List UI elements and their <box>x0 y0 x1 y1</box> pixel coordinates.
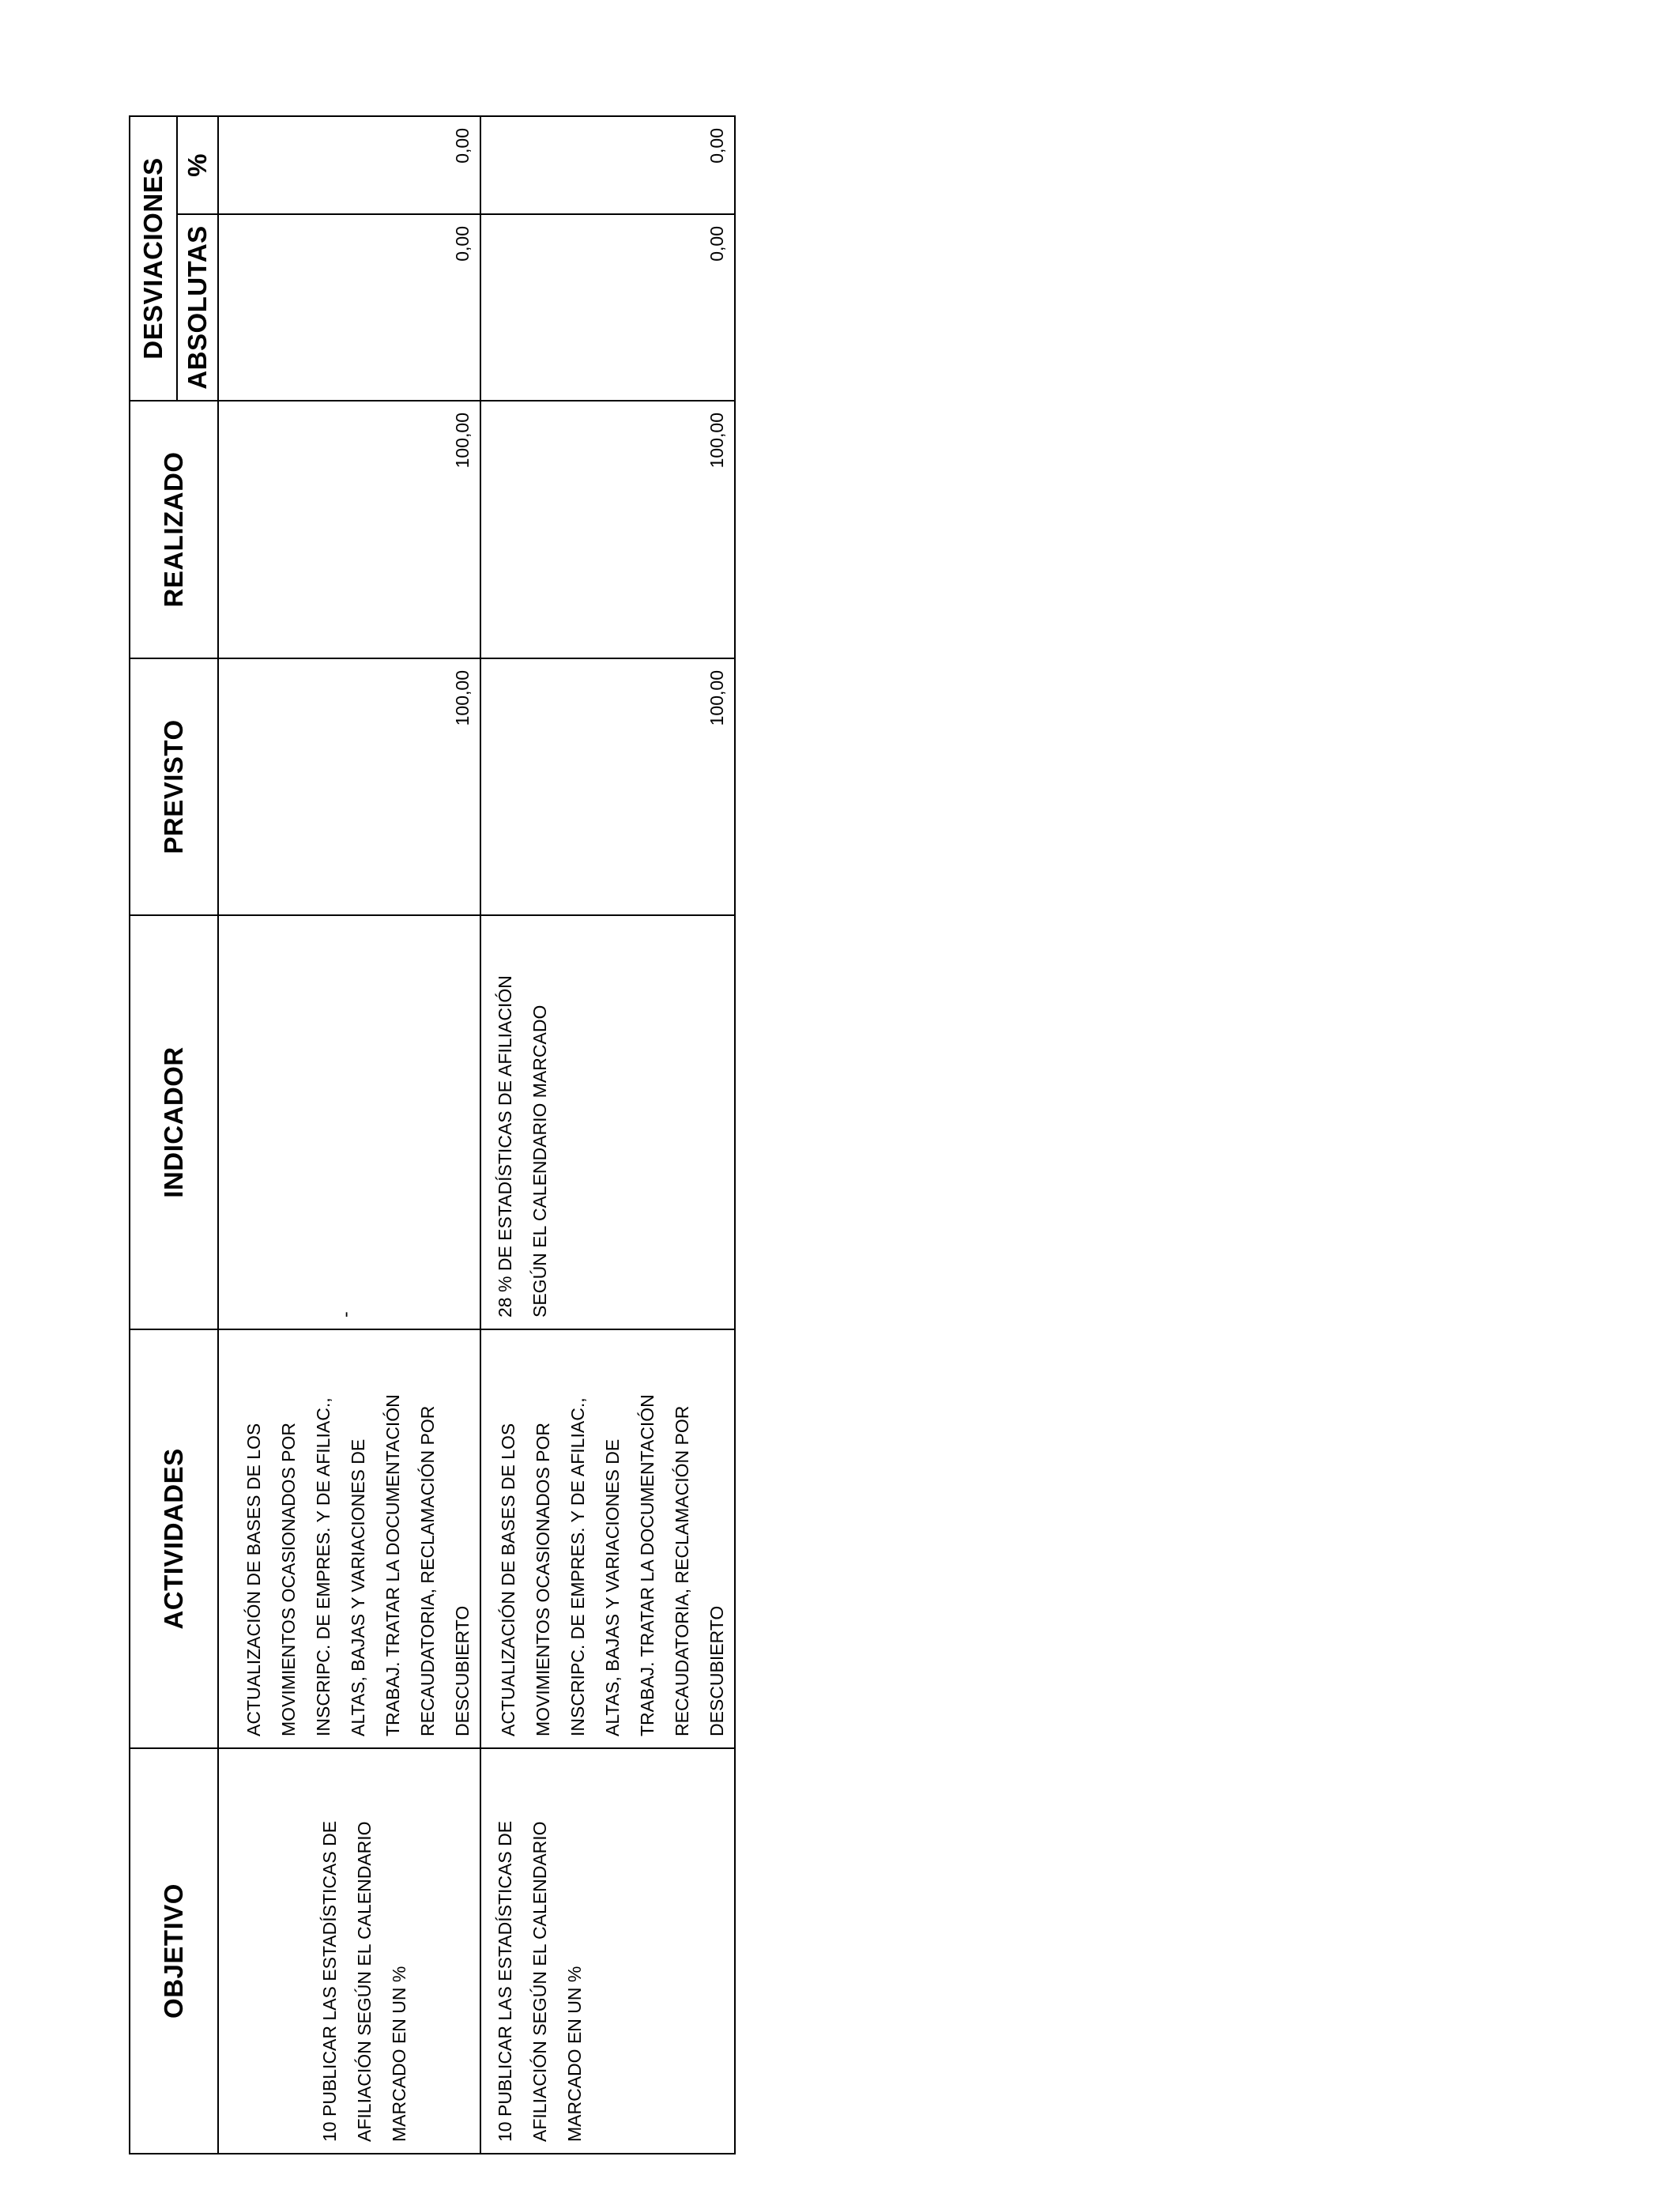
header-actividades: ACTIVIDADES <box>130 1329 218 1748</box>
actividades-line: ALTAS, BAJAS Y VARIACIONES DE <box>348 1438 368 1736</box>
actividades-line: INSCRIPC. DE EMPRES. Y DE AFILIAC., <box>313 1397 333 1736</box>
actividades-line: DESCUBIERTO <box>706 1605 727 1736</box>
indicador-cell <box>218 915 480 1329</box>
objetivo-cell <box>218 1748 480 2154</box>
objetivo-cell <box>480 1748 735 2154</box>
actividades-line: ALTAS, BAJAS Y VARIACIONES DE <box>602 1438 623 1736</box>
previsto-value: 100,00 <box>480 658 735 915</box>
header-indicador: INDICADOR <box>130 915 218 1329</box>
header-desviaciones: DESVIACIONES <box>130 116 177 401</box>
objectives-table <box>129 115 736 2154</box>
previsto-value: 100,00 <box>218 658 480 915</box>
actividades-line: DESCUBIERTO <box>452 1605 473 1736</box>
actividades-cell <box>480 1329 735 1748</box>
objetivo-line: 10 PUBLICAR LAS ESTADÍSTICAS DE <box>319 1820 340 2142</box>
actividades-line: RECAUDATORIA, RECLAMACIÓN POR <box>417 1405 438 1736</box>
header-objetivo: OBJETIVO <box>130 1748 218 2154</box>
indicador-line: - <box>335 1311 356 1318</box>
table-row <box>218 116 480 2154</box>
indicador-line: SEGÚN EL CALENDARIO MARCADO <box>529 1005 550 1318</box>
actividades-line: ACTUALIZACIÓN DE BASES DE LOS <box>498 1423 518 1736</box>
header-porcentaje: % <box>177 116 218 214</box>
actividades-line: TRABAJ. TRATAR LA DOCUMENTACIÓN <box>637 1394 657 1736</box>
objetivo-line: MARCADO EN UN % <box>564 1966 585 2142</box>
header-absolutas: ABSOLUTAS <box>177 214 218 401</box>
objetivo-line: AFILIACIÓN SEGÚN EL CALENDARIO <box>354 1821 375 2142</box>
indicador-line: 28 % DE ESTADÍSTICAS DE AFILIACIÓN <box>495 975 515 1318</box>
realizado-value: 100,00 <box>218 401 480 658</box>
table-row <box>480 116 735 2154</box>
objetivo-line: 10 PUBLICAR LAS ESTADÍSTICAS DE <box>495 1820 515 2142</box>
header-previsto: PREVISTO <box>130 658 218 915</box>
actividades-line: INSCRIPC. DE EMPRES. Y DE AFILIAC., <box>567 1397 588 1736</box>
actividades-line: MOVIMIENTOS OCASIONADOS POR <box>533 1422 553 1736</box>
actividades-line: ACTUALIZACIÓN DE BASES DE LOS <box>243 1423 264 1736</box>
actividades-line: MOVIMIENTOS OCASIONADOS POR <box>278 1422 299 1736</box>
header-realizado: REALIZADO <box>130 401 218 658</box>
indicador-cell <box>480 915 735 1329</box>
objetivo-line: MARCADO EN UN % <box>389 1966 409 2142</box>
actividades-cell <box>218 1329 480 1748</box>
porcentaje-value: 0,00 <box>480 116 735 214</box>
actividades-line: TRABAJ. TRATAR LA DOCUMENTACIÓN <box>382 1394 403 1736</box>
porcentaje-value: 0,00 <box>218 116 480 214</box>
absolutas-value: 0,00 <box>218 214 480 401</box>
realizado-value: 100,00 <box>480 401 735 658</box>
actividades-line: RECAUDATORIA, RECLAMACIÓN POR <box>672 1405 692 1736</box>
objetivo-line: AFILIACIÓN SEGÚN EL CALENDARIO <box>529 1821 550 2142</box>
absolutas-value: 0,00 <box>480 214 735 401</box>
